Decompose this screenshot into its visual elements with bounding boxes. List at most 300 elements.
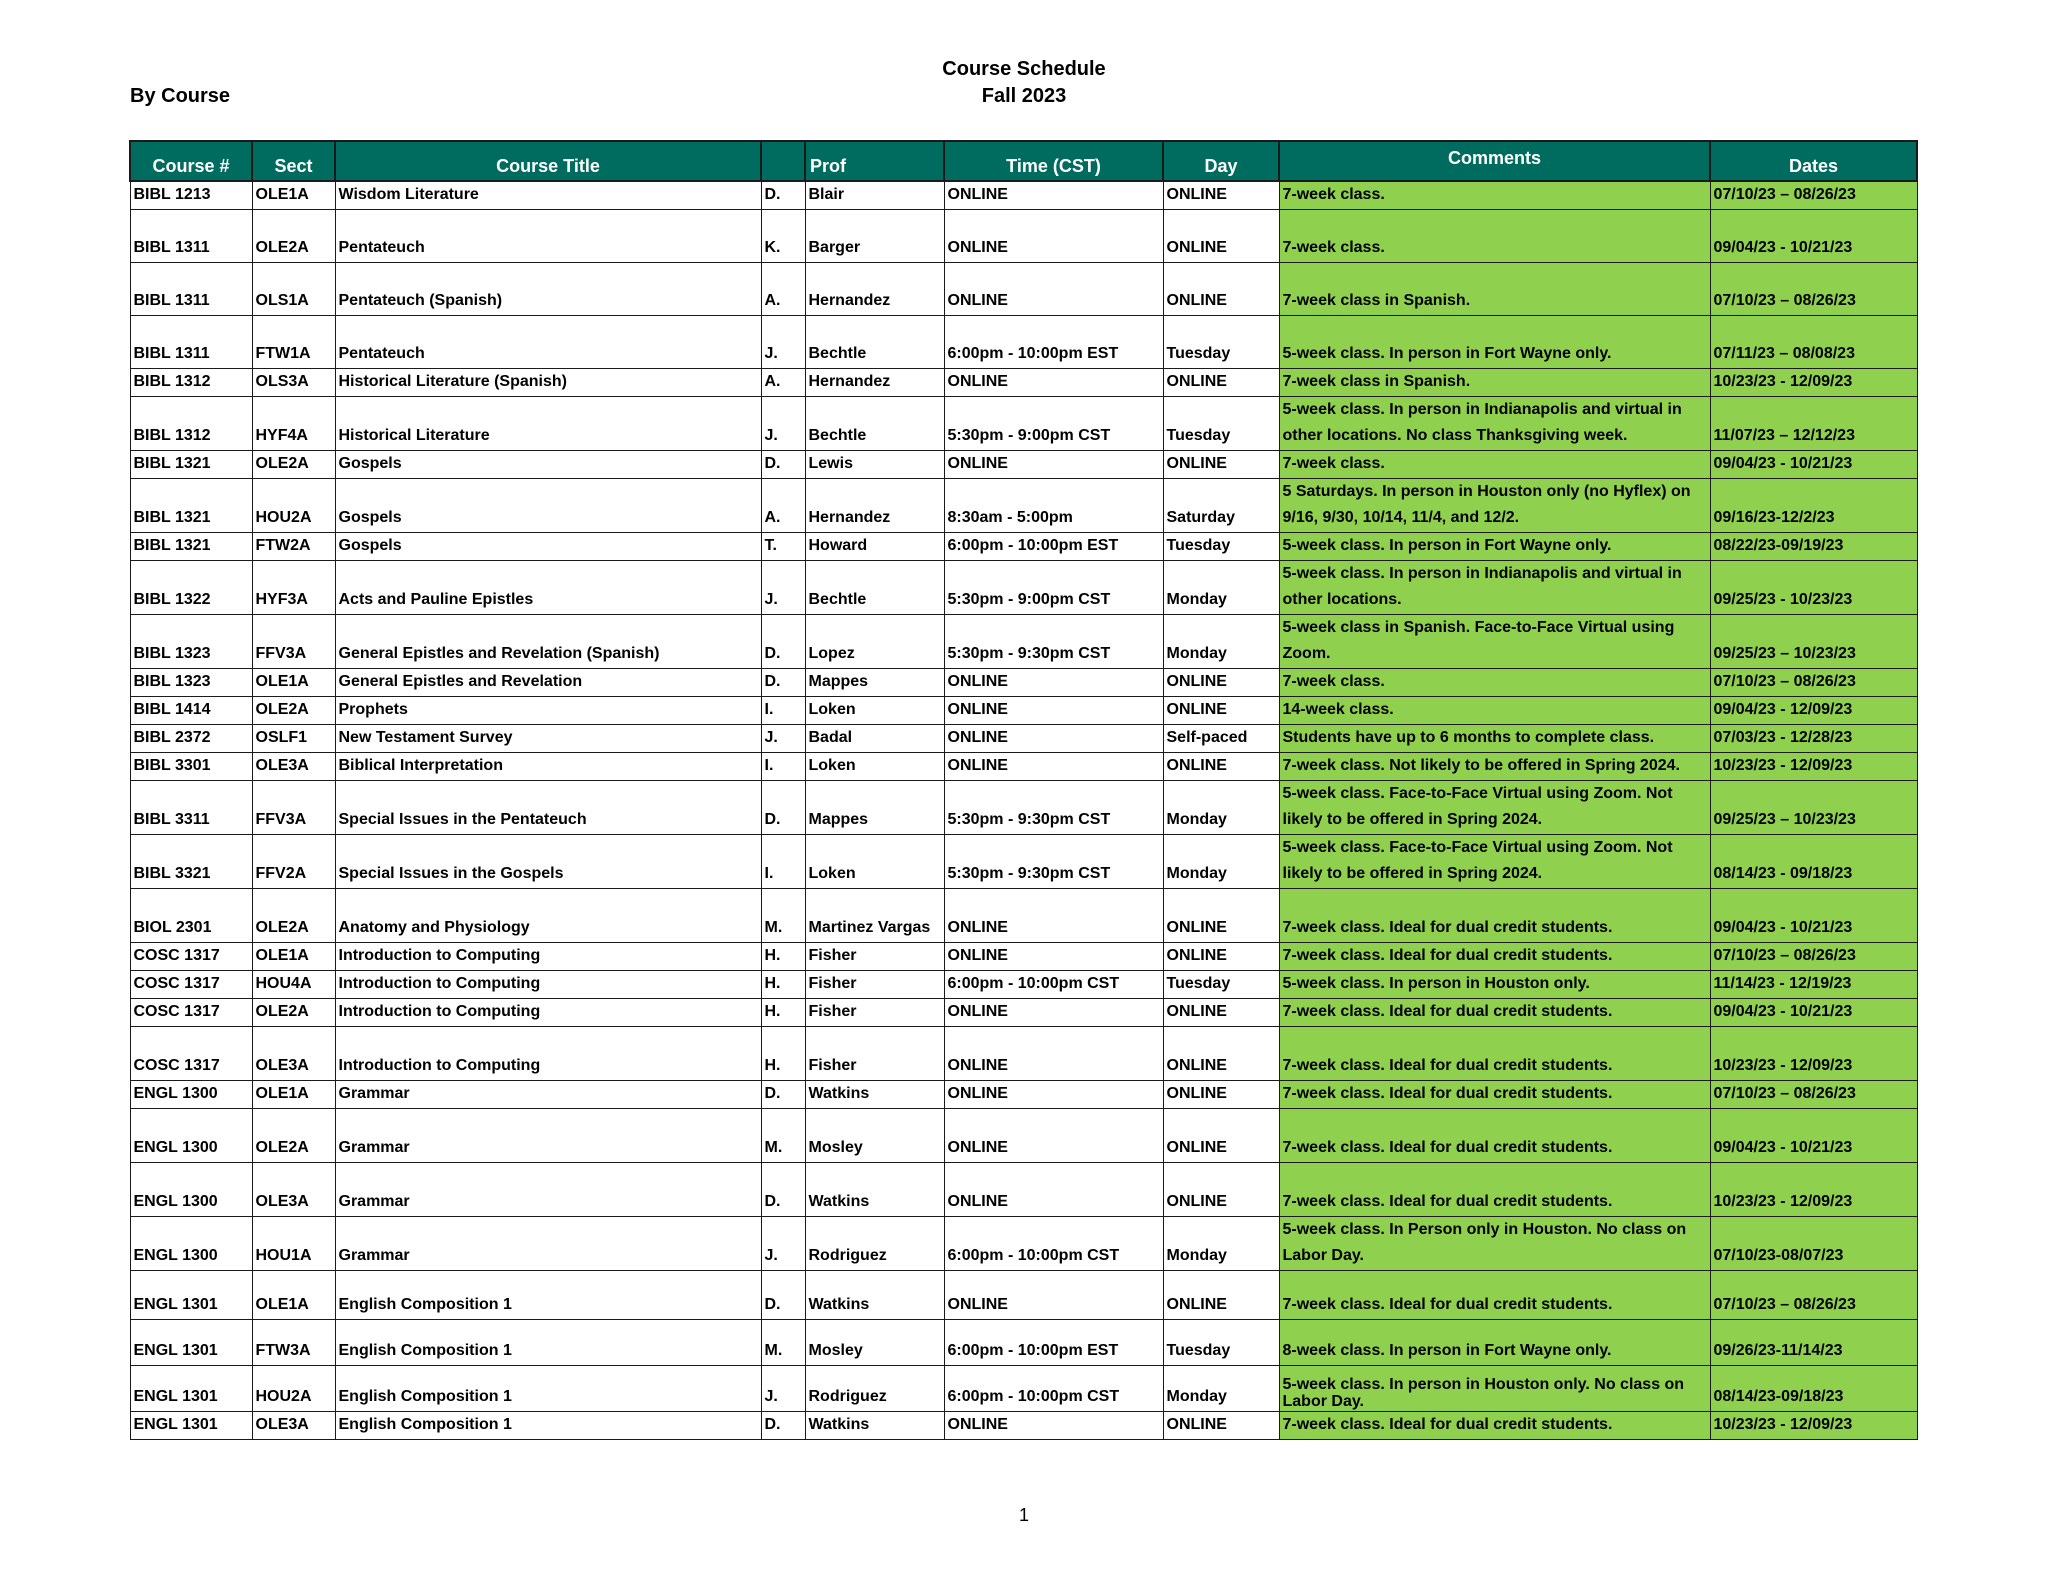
dates-cell: 07/10/23 – 08/26/23 — [1710, 943, 1917, 971]
course-number-cell: BIBL 3311 — [130, 781, 252, 835]
course-number-cell: BIBL 1311 — [130, 210, 252, 263]
dates-cell: 07/10/23-08/07/23 — [1710, 1217, 1917, 1271]
prof-initial-cell: J. — [761, 725, 805, 753]
section-cell: HOU2A — [252, 479, 335, 533]
professor-cell: Bechtle — [805, 316, 944, 369]
table-row — [130, 479, 1917, 533]
day-cell: ONLINE — [1163, 1271, 1279, 1320]
comment-cell: 5-week class. In person in Houston only. — [1279, 971, 1710, 999]
table-row — [130, 533, 1917, 561]
course-title-cell: Pentateuch (Spanish) — [335, 263, 761, 316]
course-number-cell: BIBL 1321 — [130, 479, 252, 533]
professor-cell: Martinez Vargas — [805, 889, 944, 943]
course-number-cell: ENGL 1300 — [130, 1217, 252, 1271]
day-cell: Monday — [1163, 561, 1279, 615]
dates-cell: 09/25/23 – 10/23/23 — [1710, 781, 1917, 835]
course-title-cell: Prophets — [335, 697, 761, 725]
table-row — [130, 615, 1917, 669]
course-number-cell: ENGL 1300 — [130, 1109, 252, 1163]
time-cell: ONLINE — [944, 999, 1163, 1027]
course-title-cell: Acts and Pauline Epistles — [335, 561, 761, 615]
prof-initial-cell: D. — [761, 451, 805, 479]
prof-initial-cell: D. — [761, 615, 805, 669]
prof-initial-cell: J. — [761, 561, 805, 615]
time-cell: 8:30am - 5:00pm — [944, 479, 1163, 533]
table-row — [130, 889, 1917, 943]
day-cell: Tuesday — [1163, 971, 1279, 999]
section-cell: HYF4A — [252, 397, 335, 451]
header-day: Day — [1163, 141, 1279, 181]
prof-initial-cell: J. — [761, 1366, 805, 1412]
course-number-cell: BIBL 2372 — [130, 725, 252, 753]
time-cell: ONLINE — [944, 181, 1163, 210]
course-title-cell: Wisdom Literature — [335, 181, 761, 210]
comment-cell: 5-week class. In person in Houston only. No class on Labor Day. — [1279, 1366, 1710, 1412]
time-cell: ONLINE — [944, 753, 1163, 781]
professor-cell: Mosley — [805, 1320, 944, 1366]
time-cell: ONLINE — [944, 697, 1163, 725]
section-cell: OLE2A — [252, 451, 335, 479]
course-title-cell: Gospels — [335, 479, 761, 533]
section-cell: OLE3A — [252, 1412, 335, 1440]
course-number-cell: BIBL 1323 — [130, 669, 252, 697]
prof-initial-cell: K. — [761, 210, 805, 263]
professor-cell: Hernandez — [805, 479, 944, 533]
time-cell: 5:30pm - 9:30pm CST — [944, 835, 1163, 889]
course-number-cell: BIBL 1312 — [130, 397, 252, 451]
table-row — [130, 999, 1917, 1027]
course-title-cell: English Composition 1 — [335, 1271, 761, 1320]
table-row — [130, 1412, 1917, 1440]
day-cell: ONLINE — [1163, 451, 1279, 479]
course-number-cell: COSC 1317 — [130, 1027, 252, 1081]
dates-cell: 07/10/23 – 08/26/23 — [1710, 669, 1917, 697]
dates-cell: 07/03/23 - 12/28/23 — [1710, 725, 1917, 753]
professor-cell: Watkins — [805, 1163, 944, 1217]
dates-cell: 07/10/23 – 08/26/23 — [1710, 1081, 1917, 1109]
section-cell: OLE1A — [252, 181, 335, 210]
dates-cell: 09/25/23 - 10/23/23 — [1710, 561, 1917, 615]
day-cell: Monday — [1163, 835, 1279, 889]
section-cell: OLS3A — [252, 369, 335, 397]
comment-cell: Students have up to 6 months to complete class. — [1279, 725, 1710, 753]
section-cell: FFV2A — [252, 835, 335, 889]
table-row — [130, 369, 1917, 397]
course-number-cell: ENGL 1301 — [130, 1412, 252, 1440]
course-number-cell: BIBL 1311 — [130, 263, 252, 316]
time-cell: ONLINE — [944, 669, 1163, 697]
course-number-cell: ENGL 1301 — [130, 1320, 252, 1366]
prof-initial-cell: H. — [761, 943, 805, 971]
time-cell: ONLINE — [944, 263, 1163, 316]
professor-cell: Mappes — [805, 669, 944, 697]
table-row — [130, 753, 1917, 781]
course-title-cell: Anatomy and Physiology — [335, 889, 761, 943]
course-title-cell: Gospels — [335, 451, 761, 479]
comment-cell: 5 Saturdays. In person in Houston only (no Hyflex) on 9/16, 9/30, 10/14, 11/4, and 12/2. — [1279, 479, 1710, 533]
dates-cell: 09/04/23 - 10/21/23 — [1710, 210, 1917, 263]
table-row — [130, 1109, 1917, 1163]
time-cell: 6:00pm - 10:00pm EST — [944, 533, 1163, 561]
table-row — [130, 1271, 1917, 1320]
dates-cell: 11/14/23 - 12/19/23 — [1710, 971, 1917, 999]
prof-initial-cell: J. — [761, 397, 805, 451]
dates-cell: 07/10/23 – 08/26/23 — [1710, 1271, 1917, 1320]
professor-cell: Watkins — [805, 1271, 944, 1320]
dates-cell: 10/23/23 - 12/09/23 — [1710, 753, 1917, 781]
time-cell: ONLINE — [944, 889, 1163, 943]
dates-cell: 09/04/23 - 10/21/23 — [1710, 451, 1917, 479]
prof-initial-cell: A. — [761, 479, 805, 533]
course-title-cell: Special Issues in the Pentateuch — [335, 781, 761, 835]
comment-cell: 5-week class. In Person only in Houston. No class on Labor Day. — [1279, 1217, 1710, 1271]
header-comments: Comments — [1279, 141, 1710, 181]
dates-cell: 10/23/23 - 12/09/23 — [1710, 369, 1917, 397]
table-row — [130, 451, 1917, 479]
day-cell: ONLINE — [1163, 669, 1279, 697]
course-number-cell: BIBL 3321 — [130, 835, 252, 889]
dates-cell: 09/25/23 – 10/23/23 — [1710, 615, 1917, 669]
section-cell: OLE2A — [252, 697, 335, 725]
day-cell: ONLINE — [1163, 369, 1279, 397]
section-cell: OLE2A — [252, 999, 335, 1027]
time-cell: ONLINE — [944, 1109, 1163, 1163]
section-cell: OLE1A — [252, 669, 335, 697]
prof-initial-cell: M. — [761, 1109, 805, 1163]
day-cell: Monday — [1163, 1217, 1279, 1271]
section-cell: HOU2A — [252, 1366, 335, 1412]
time-cell: ONLINE — [944, 1027, 1163, 1081]
time-cell: ONLINE — [944, 210, 1163, 263]
time-cell: 5:30pm - 9:30pm CST — [944, 781, 1163, 835]
course-title-cell: General Epistles and Revelation — [335, 669, 761, 697]
day-cell: Tuesday — [1163, 1320, 1279, 1366]
table-row — [130, 1081, 1917, 1109]
table-row — [130, 669, 1917, 697]
section-cell: OLE1A — [252, 943, 335, 971]
header-time: Time (CST) — [944, 141, 1163, 181]
dates-cell: 11/07/23 – 12/12/23 — [1710, 397, 1917, 451]
comment-cell: 14-week class. — [1279, 697, 1710, 725]
day-cell: Tuesday — [1163, 316, 1279, 369]
dates-cell: 10/23/23 - 12/09/23 — [1710, 1163, 1917, 1217]
section-cell: OLE1A — [252, 1081, 335, 1109]
course-title-cell: Biblical Interpretation — [335, 753, 761, 781]
section-cell: OLE1A — [252, 1271, 335, 1320]
professor-cell: Mappes — [805, 781, 944, 835]
prof-initial-cell: D. — [761, 781, 805, 835]
time-cell: ONLINE — [944, 451, 1163, 479]
comment-cell: 7-week class. — [1279, 669, 1710, 697]
comment-cell: 7-week class. Ideal for dual credit students. — [1279, 1109, 1710, 1163]
comment-cell: 8-week class. In person in Fort Wayne only. — [1279, 1320, 1710, 1366]
table-row — [130, 943, 1917, 971]
prof-initial-cell: M. — [761, 889, 805, 943]
table-row — [130, 1163, 1917, 1217]
section-cell: OLE3A — [252, 753, 335, 781]
day-cell: ONLINE — [1163, 697, 1279, 725]
course-number-cell: ENGL 1301 — [130, 1366, 252, 1412]
professor-cell: Watkins — [805, 1081, 944, 1109]
comment-cell: 7-week class. — [1279, 210, 1710, 263]
section-cell: OLS1A — [252, 263, 335, 316]
time-cell: ONLINE — [944, 943, 1163, 971]
comment-cell: 5-week class. In person in Fort Wayne only. — [1279, 533, 1710, 561]
day-cell: ONLINE — [1163, 1163, 1279, 1217]
prof-initial-cell: J. — [761, 316, 805, 369]
header-section: Sect — [252, 141, 335, 181]
course-number-cell: COSC 1317 — [130, 971, 252, 999]
time-cell: 6:00pm - 10:00pm EST — [944, 1320, 1163, 1366]
comment-cell: 7-week class in Spanish. — [1279, 263, 1710, 316]
day-cell: Monday — [1163, 1366, 1279, 1412]
professor-cell: Badal — [805, 725, 944, 753]
course-title-cell: Grammar — [335, 1163, 761, 1217]
day-cell: Monday — [1163, 781, 1279, 835]
prof-initial-cell: T. — [761, 533, 805, 561]
course-title-cell: Pentateuch — [335, 316, 761, 369]
section-cell: OSLF1 — [252, 725, 335, 753]
section-cell: FFV3A — [252, 781, 335, 835]
section-cell: FTW1A — [252, 316, 335, 369]
professor-cell: Bechtle — [805, 397, 944, 451]
course-number-cell: BIBL 1414 — [130, 697, 252, 725]
dates-cell: 09/04/23 - 10/21/23 — [1710, 1109, 1917, 1163]
prof-initial-cell: A. — [761, 369, 805, 397]
professor-cell: Rodriguez — [805, 1366, 944, 1412]
day-cell: ONLINE — [1163, 753, 1279, 781]
professor-cell: Lewis — [805, 451, 944, 479]
professor-cell: Mosley — [805, 1109, 944, 1163]
course-title-cell: Grammar — [335, 1081, 761, 1109]
professor-cell: Loken — [805, 753, 944, 781]
course-title-cell: English Composition 1 — [335, 1320, 761, 1366]
professor-cell: Watkins — [805, 1412, 944, 1440]
prof-initial-cell: D. — [761, 1081, 805, 1109]
course-title-cell: General Epistles and Revelation (Spanish) — [335, 615, 761, 669]
table-row — [130, 1027, 1917, 1081]
professor-cell: Fisher — [805, 943, 944, 971]
header-professor: Prof — [805, 141, 944, 181]
section-cell: OLE3A — [252, 1027, 335, 1081]
comment-cell: 7-week class. Ideal for dual credit students. — [1279, 1027, 1710, 1081]
prof-initial-cell: D. — [761, 181, 805, 210]
professor-cell: Barger — [805, 210, 944, 263]
professor-cell: Loken — [805, 835, 944, 889]
course-number-cell: ENGL 1300 — [130, 1163, 252, 1217]
course-number-cell: ENGL 1301 — [130, 1271, 252, 1320]
course-number-cell: COSC 1317 — [130, 943, 252, 971]
table-row — [130, 263, 1917, 316]
dates-cell: 08/14/23 - 09/18/23 — [1710, 835, 1917, 889]
course-title-cell: Introduction to Computing — [335, 971, 761, 999]
section-cell: HOU4A — [252, 971, 335, 999]
day-cell: Saturday — [1163, 479, 1279, 533]
comment-cell: 5-week class. In person in Fort Wayne only. — [1279, 316, 1710, 369]
course-number-cell: ENGL 1300 — [130, 1081, 252, 1109]
course-title-cell: Historical Literature (Spanish) — [335, 369, 761, 397]
table-row — [130, 561, 1917, 615]
course-number-cell: BIBL 1323 — [130, 615, 252, 669]
comment-cell: 5-week class. Face-to-Face Virtual using Zoom. Not likely to be offered in Spring 2024. — [1279, 781, 1710, 835]
document-title: Course Schedule — [942, 58, 1106, 80]
prof-initial-cell: H. — [761, 971, 805, 999]
time-cell: 6:00pm - 10:00pm EST — [944, 316, 1163, 369]
comment-cell: 7-week class. Ideal for dual credit students. — [1279, 943, 1710, 971]
prof-initial-cell: A. — [761, 263, 805, 316]
table-row — [130, 697, 1917, 725]
comment-cell: 5-week class in Spanish. Face-to-Face Virtual using Zoom. — [1279, 615, 1710, 669]
header-course-title: Course Title — [335, 141, 761, 181]
day-cell: Tuesday — [1163, 397, 1279, 451]
dates-cell: 07/11/23 – 08/08/23 — [1710, 316, 1917, 369]
dates-cell: 10/23/23 - 12/09/23 — [1710, 1412, 1917, 1440]
dates-cell: 09/26/23-11/14/23 — [1710, 1320, 1917, 1366]
course-number-cell: BIBL 1322 — [130, 561, 252, 615]
course-number-cell: COSC 1317 — [130, 999, 252, 1027]
day-cell: ONLINE — [1163, 181, 1279, 210]
time-cell: 5:30pm - 9:30pm CST — [944, 615, 1163, 669]
comment-cell: 5-week class. In person in Indianapolis and virtual in other locations. No class Thanksgiving week. — [1279, 397, 1710, 451]
course-number-cell: BIBL 1312 — [130, 369, 252, 397]
section-cell: OLE3A — [252, 1163, 335, 1217]
section-cell: HYF3A — [252, 561, 335, 615]
header-course-number: Course # — [130, 141, 252, 181]
dates-cell: 10/23/23 - 12/09/23 — [1710, 1027, 1917, 1081]
comment-cell: 7-week class in Spanish. — [1279, 369, 1710, 397]
prof-initial-cell: I. — [761, 753, 805, 781]
professor-cell: Bechtle — [805, 561, 944, 615]
dates-cell: 08/14/23-09/18/23 — [1710, 1366, 1917, 1412]
table-row — [130, 971, 1917, 999]
day-cell: Tuesday — [1163, 533, 1279, 561]
day-cell: ONLINE — [1163, 999, 1279, 1027]
document-term: Fall 2023 — [981, 85, 1067, 107]
day-cell: ONLINE — [1163, 1027, 1279, 1081]
table-row — [130, 1366, 1917, 1412]
prof-initial-cell: I. — [761, 835, 805, 889]
time-cell: 6:00pm - 10:00pm CST — [944, 1366, 1163, 1412]
section-cell: OLE2A — [252, 210, 335, 263]
course-title-cell: Grammar — [335, 1217, 761, 1271]
table-row — [130, 397, 1917, 451]
table-row — [130, 1320, 1917, 1366]
time-cell: ONLINE — [944, 369, 1163, 397]
course-title-cell: Gospels — [335, 533, 761, 561]
professor-cell: Hernandez — [805, 369, 944, 397]
comment-cell: 7-week class. Ideal for dual credit students. — [1279, 1163, 1710, 1217]
professor-cell: Fisher — [805, 971, 944, 999]
table-row — [130, 210, 1917, 263]
table-row — [130, 316, 1917, 369]
professor-cell: Fisher — [805, 999, 944, 1027]
course-title-cell: Introduction to Computing — [335, 999, 761, 1027]
table-row — [130, 181, 1917, 210]
prof-initial-cell: M. — [761, 1320, 805, 1366]
time-cell: 5:30pm - 9:00pm CST — [944, 397, 1163, 451]
comment-cell: 7-week class. Ideal for dual credit students. — [1279, 1081, 1710, 1109]
time-cell: ONLINE — [944, 1271, 1163, 1320]
table-header-row — [130, 141, 1917, 181]
course-title-cell: Grammar — [335, 1109, 761, 1163]
header-initial — [761, 141, 805, 181]
prof-initial-cell: H. — [761, 999, 805, 1027]
professor-cell: Loken — [805, 697, 944, 725]
time-cell: ONLINE — [944, 1081, 1163, 1109]
day-cell: Monday — [1163, 615, 1279, 669]
header-dates: Dates — [1710, 141, 1917, 181]
prof-initial-cell: H. — [761, 1027, 805, 1081]
course-number-cell: BIBL 1213 — [130, 181, 252, 210]
table-row — [130, 1217, 1917, 1271]
course-title-cell: New Testament Survey — [335, 725, 761, 753]
course-title-cell: Special Issues in the Gospels — [335, 835, 761, 889]
comment-cell: 7-week class. Ideal for dual credit students. — [1279, 999, 1710, 1027]
page-number: 1 — [1018, 1505, 1029, 1525]
time-cell: ONLINE — [944, 725, 1163, 753]
course-title-cell: Historical Literature — [335, 397, 761, 451]
prof-initial-cell: D. — [761, 1412, 805, 1440]
comment-cell: 7-week class. Ideal for dual credit students. — [1279, 889, 1710, 943]
dates-cell: 07/10/23 – 08/26/23 — [1710, 181, 1917, 210]
dates-cell: 09/04/23 - 10/21/23 — [1710, 889, 1917, 943]
time-cell: 6:00pm - 10:00pm CST — [944, 971, 1163, 999]
course-number-cell: BIBL 1321 — [130, 451, 252, 479]
comment-cell: 5-week class. In person in Indianapolis and virtual in other locations. — [1279, 561, 1710, 615]
time-cell: 6:00pm - 10:00pm CST — [944, 1217, 1163, 1271]
dates-cell: 08/22/23-09/19/23 — [1710, 533, 1917, 561]
day-cell: ONLINE — [1163, 1081, 1279, 1109]
dates-cell: 09/16/23-12/2/23 — [1710, 479, 1917, 533]
professor-cell: Hernandez — [805, 263, 944, 316]
course-title-cell: English Composition 1 — [335, 1412, 761, 1440]
comment-cell: 7-week class. — [1279, 181, 1710, 210]
day-cell: ONLINE — [1163, 210, 1279, 263]
comment-cell: 7-week class. Ideal for dual credit students. — [1279, 1412, 1710, 1440]
dates-cell: 07/10/23 – 08/26/23 — [1710, 263, 1917, 316]
course-title-cell: Introduction to Computing — [335, 1027, 761, 1081]
day-cell: ONLINE — [1163, 263, 1279, 316]
table-row — [130, 835, 1917, 889]
course-number-cell: BIBL 1311 — [130, 316, 252, 369]
table-row — [130, 725, 1917, 753]
day-cell: ONLINE — [1163, 889, 1279, 943]
prof-initial-cell: J. — [761, 1217, 805, 1271]
prof-initial-cell: D. — [761, 1163, 805, 1217]
course-number-cell: BIOL 2301 — [130, 889, 252, 943]
prof-initial-cell: D. — [761, 1271, 805, 1320]
comment-cell: 7-week class. Ideal for dual credit students. — [1279, 1271, 1710, 1320]
comment-cell: 7-week class. Not likely to be offered in Spring 2024. — [1279, 753, 1710, 781]
time-cell: ONLINE — [944, 1412, 1163, 1440]
comment-cell: 5-week class. Face-to-Face Virtual using Zoom. Not likely to be offered in Spring 2024. — [1279, 835, 1710, 889]
course-title-cell: English Composition 1 — [335, 1366, 761, 1412]
section-cell: OLE2A — [252, 889, 335, 943]
course-number-cell: BIBL 1321 — [130, 533, 252, 561]
day-cell: Self-paced — [1163, 725, 1279, 753]
professor-cell: Rodriguez — [805, 1217, 944, 1271]
comment-cell: 7-week class. — [1279, 451, 1710, 479]
professor-cell: Fisher — [805, 1027, 944, 1081]
day-cell: ONLINE — [1163, 1412, 1279, 1440]
dates-cell: 09/04/23 - 10/21/23 — [1710, 999, 1917, 1027]
prof-initial-cell: I. — [761, 697, 805, 725]
course-title-cell: Pentateuch — [335, 210, 761, 263]
course-number-cell: BIBL 3301 — [130, 753, 252, 781]
time-cell: 5:30pm - 9:00pm CST — [944, 561, 1163, 615]
professor-cell: Lopez — [805, 615, 944, 669]
course-schedule-table — [129, 140, 1918, 1440]
